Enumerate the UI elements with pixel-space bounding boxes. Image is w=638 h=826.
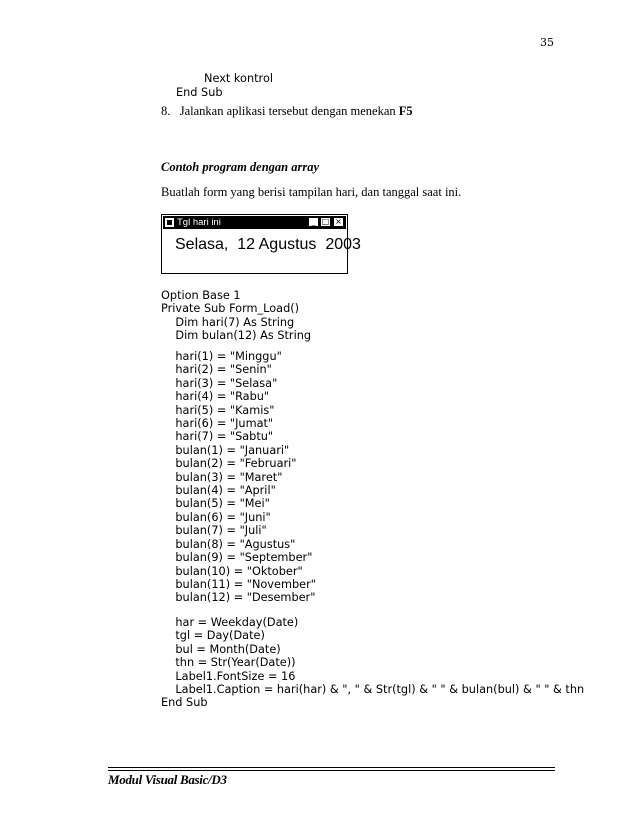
code-header: Option Base 1 Private Sub Form_Load() Dim hari(7) As String Dim bulan(12) As String [161, 289, 312, 343]
step-item [161, 104, 413, 119]
instruction-text: Buatlah form yang berisi tampilan hari, dan tanggal saat ini. [161, 185, 462, 199]
form-title: Tgl hari ini [177, 217, 221, 228]
step-key: F5 [398, 104, 413, 118]
page-number: 35 [540, 36, 554, 49]
footer-rule [108, 767, 555, 768]
section-title: Contoh program dengan array [161, 160, 320, 174]
date-label: Selasa, 12 Agustus 2003 [175, 236, 361, 253]
code-array-assignments: hari(1) = "Minggu" hari(2) = "Senin" hari(3) = "Selasa" hari(4) = "Rabu" hari(5) = "Kamis" hari(6) = "Jumat" hari(7) = "Sabtu" bulan(1) = "Januari" bulan(2) = "Februari" bulan(3) = "Maret" bulan(4) = "April" bulan(5) = "Mei" bulan(6) = "Juni" bulan(7) = "Juli" bulan(8) = "Agustus" bulan(9) = "September" bulan(10) = "Oktober" bulan(11) = "November" bulan(12) = "Desember" [175, 350, 316, 605]
form-app-icon [165, 218, 174, 227]
form-titlebar [163, 216, 346, 229]
code-line-next: Next kontrol [204, 72, 273, 85]
step-text: Jalankan aplikasi tersebut dengan menekan [179, 104, 399, 118]
step-number: 8. [161, 104, 171, 118]
footer-rule-thin [108, 770, 555, 771]
code-logic: har = Weekday(Date) tgl = Day(Date) bul = Month(Date) thn = Str(Year(Date)) Label1.FontSize = 16 Label1.Caption = hari(har) & ", " & Str(tgl) & " " & bulan(bul) & " " & thn End Sub [161, 616, 585, 710]
form-preview-window [161, 214, 361, 274]
code-line-end-sub: End Sub [176, 86, 223, 99]
maximize-icon[interactable]: □ [321, 217, 330, 226]
footer-title: Modul Visual Basic/D3 [108, 772, 227, 787]
close-icon[interactable]: × [333, 217, 344, 227]
minimize-icon[interactable]: _ [308, 217, 319, 227]
